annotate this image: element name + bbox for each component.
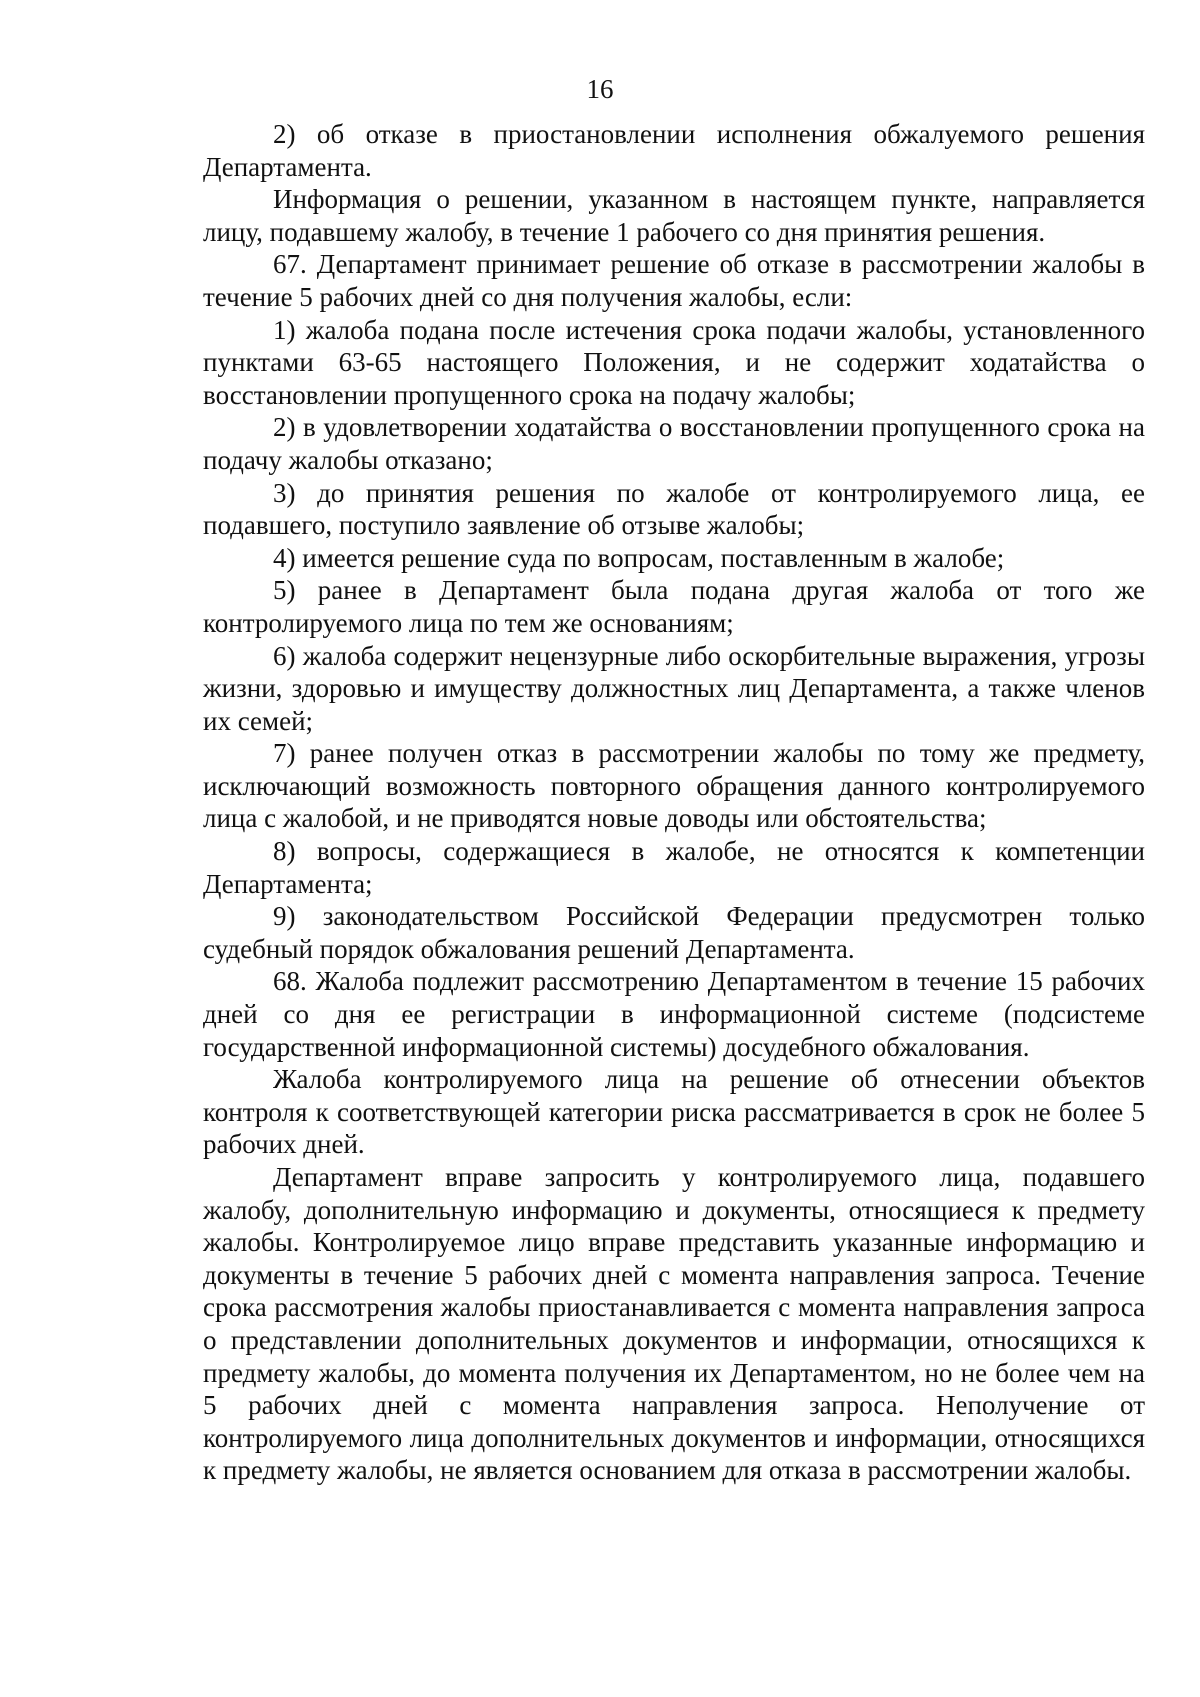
list-item: 4) имеется решение суда по вопросам, поставленным в жалобе; [273, 542, 1005, 573]
paragraph: 2) об отказе в приостановлении исполнения обжалуемого решения Департамента. [203, 119, 1145, 182]
paragraph: Департамент вправе запросить у контролируемого лица, подавшего жалобу, дополнительную информацию и документы, относящиеся к предмету жалобы. Контролируемое лицо вправе представить указанные информацию и документы в течение 5 рабочих дней с момента направления запроса. Течение срока рассмотрения жалобы приостанавливается с момента направления запроса о представлении дополнительных документов и информации, относящихся к предмету жалобы, до момента получения их Департаментом, но не более чем на 5 рабочих дней с момента направления запроса. Неполучение от контролируемого лица дополнительных документов и информации, относящихся к предмету жалобы, не является основанием для отказа в рассмотрении жалобы. [203, 1162, 1145, 1486]
list-item: 9) законодательством Российской Федерации предусмотрен только судебный порядок обжалования решений Департамента. [203, 901, 1145, 964]
paragraph: 67. Департамент принимает решение об отказе в рассмотрении жалобы в течение 5 рабочих дней со дня получения жалобы, если: [203, 249, 1145, 312]
list-item: 6) жалоба содержит нецензурные либо оскорбительные выражения, угрозы жизни, здоровью и имуществу должностных лиц Департамента, а также членов их семей; [203, 640, 1145, 736]
list-item: 3) до принятия решения по жалобе от контролируемого лица, ее подавшего, поступило заявление об отзыве жалобы; [203, 477, 1145, 541]
paragraph: Жалоба контролируемого лица на решение об отнесении объектов контроля к соответствующей категории риска рассматривается в срок не более 5 рабочих дней. [203, 1064, 1145, 1160]
list-item: 1) жалоба подана после истечения срока подачи жалобы, установленного пунктами 63-65 настоящего Положения, и не содержит ходатайства о восстановлении пропущенного срока на подачу жалобы; [203, 314, 1145, 410]
list-item: 5) ранее в Департамент была подана другая жалоба от того же контролируемого лица по тем же основаниям; [203, 575, 1145, 638]
document-body [203, 118, 1145, 1487]
page-number: 16 [586, 74, 614, 104]
paragraph: Информация о решении, указанном в настоящем пункте, направляется лицу, подавшему жалобу, в течение 1 рабочего со дня принятия решения. [203, 184, 1145, 247]
list-item: 7) ранее получен отказ в рассмотрении жалобы по тому же предмету, исключающий возможность повторного обращения данного контролируемого лица с жалобой, и не приводятся новые доводы или обстоятельства; [203, 738, 1145, 834]
paragraph: 68. Жалоба подлежит рассмотрению Департаментом в течение 15 рабочих дней со дня ее регистрации в информационной системе (подсистеме государственной информационной системы) досудебного обжалования. [203, 966, 1145, 1062]
list-item: 2) в удовлетворении ходатайства о восстановлении пропущенного срока на подачу жалобы отказано; [203, 412, 1145, 475]
list-item: 8) вопросы, содержащиеся в жалобе, не относятся к компетенции Департамента; [203, 836, 1145, 899]
